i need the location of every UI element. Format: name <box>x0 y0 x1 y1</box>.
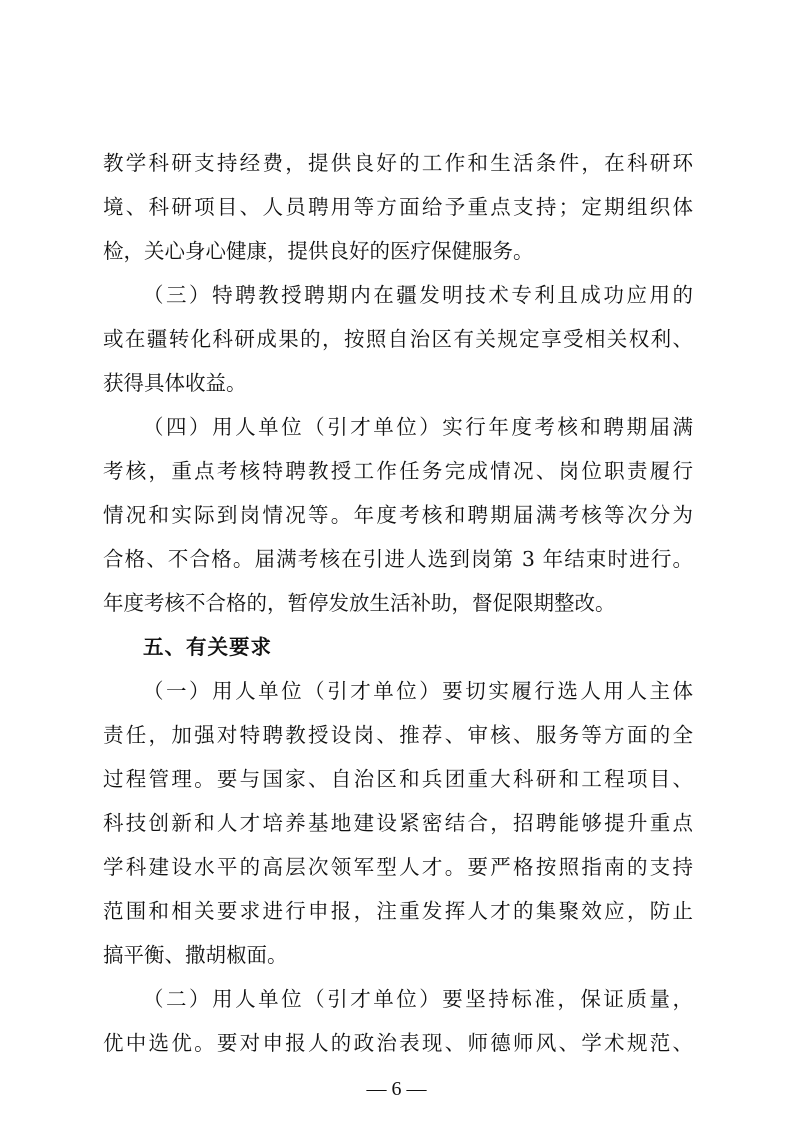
text-line: （二）用人单位（引才单位）要坚持标准，保证质量， <box>143 987 693 1011</box>
text-line: 科技创新和人才培养基地建设紧密结合，招聘能够提升重点 <box>103 811 693 835</box>
text-line: （四）用人单位（引才单位）实行年度考核和聘期届满 <box>143 415 693 439</box>
text-line: 学科建设水平的高层次领军型人才。要严格按照指南的支持 <box>103 855 693 879</box>
text-line: 考核，重点考核特聘教授工作任务完成情况、岗位职责履行 <box>103 459 693 483</box>
text-line: 责任，加强对特聘教授设岗、推荐、审核、服务等方面的全 <box>103 723 693 747</box>
text-line: 优中选优。要对申报人的政治表现、师德师风、学术规范、 <box>103 1031 693 1055</box>
text-line: 范围和相关要求进行申报，注重发挥人才的集聚效应，防止 <box>103 899 693 923</box>
text-line: 教学科研支持经费，提供良好的工作和生活条件，在科研环 <box>103 151 693 175</box>
text-line: 境、科研项目、人员聘用等方面给予重点支持；定期组织体 <box>103 195 693 219</box>
text-line: 获得具体收益。 <box>103 371 247 395</box>
text-line: （一）用人单位（引才单位）要切实履行选人用人主体 <box>143 679 693 703</box>
text-line: 检，关心身心健康，提供良好的医疗保健服务。 <box>103 239 534 263</box>
section-heading: 五、有关要求 <box>143 635 272 659</box>
text-line: 搞平衡、撒胡椒面。 <box>103 943 288 967</box>
page-number: — 6 — <box>366 1078 427 1100</box>
text-line: 或在疆转化科研成果的，按照自治区有关规定享受相关权利、 <box>103 327 693 351</box>
text-line: （三）特聘教授聘期内在疆发明技术专利且成功应用的 <box>143 283 693 307</box>
text-line: 年度考核不合格的，暂停发放生活补助，督促限期整改。 <box>103 591 616 615</box>
text-line: 情况和实际到岗情况等。年度考核和聘期届满考核等次分为 <box>103 503 693 527</box>
text-line: 过程管理。要与国家、自治区和兵团重大科研和工程项目、 <box>103 767 693 791</box>
text-line: 合格、不合格。届满考核在引进人选到岗第 3 年结束时进行。 <box>103 547 693 571</box>
